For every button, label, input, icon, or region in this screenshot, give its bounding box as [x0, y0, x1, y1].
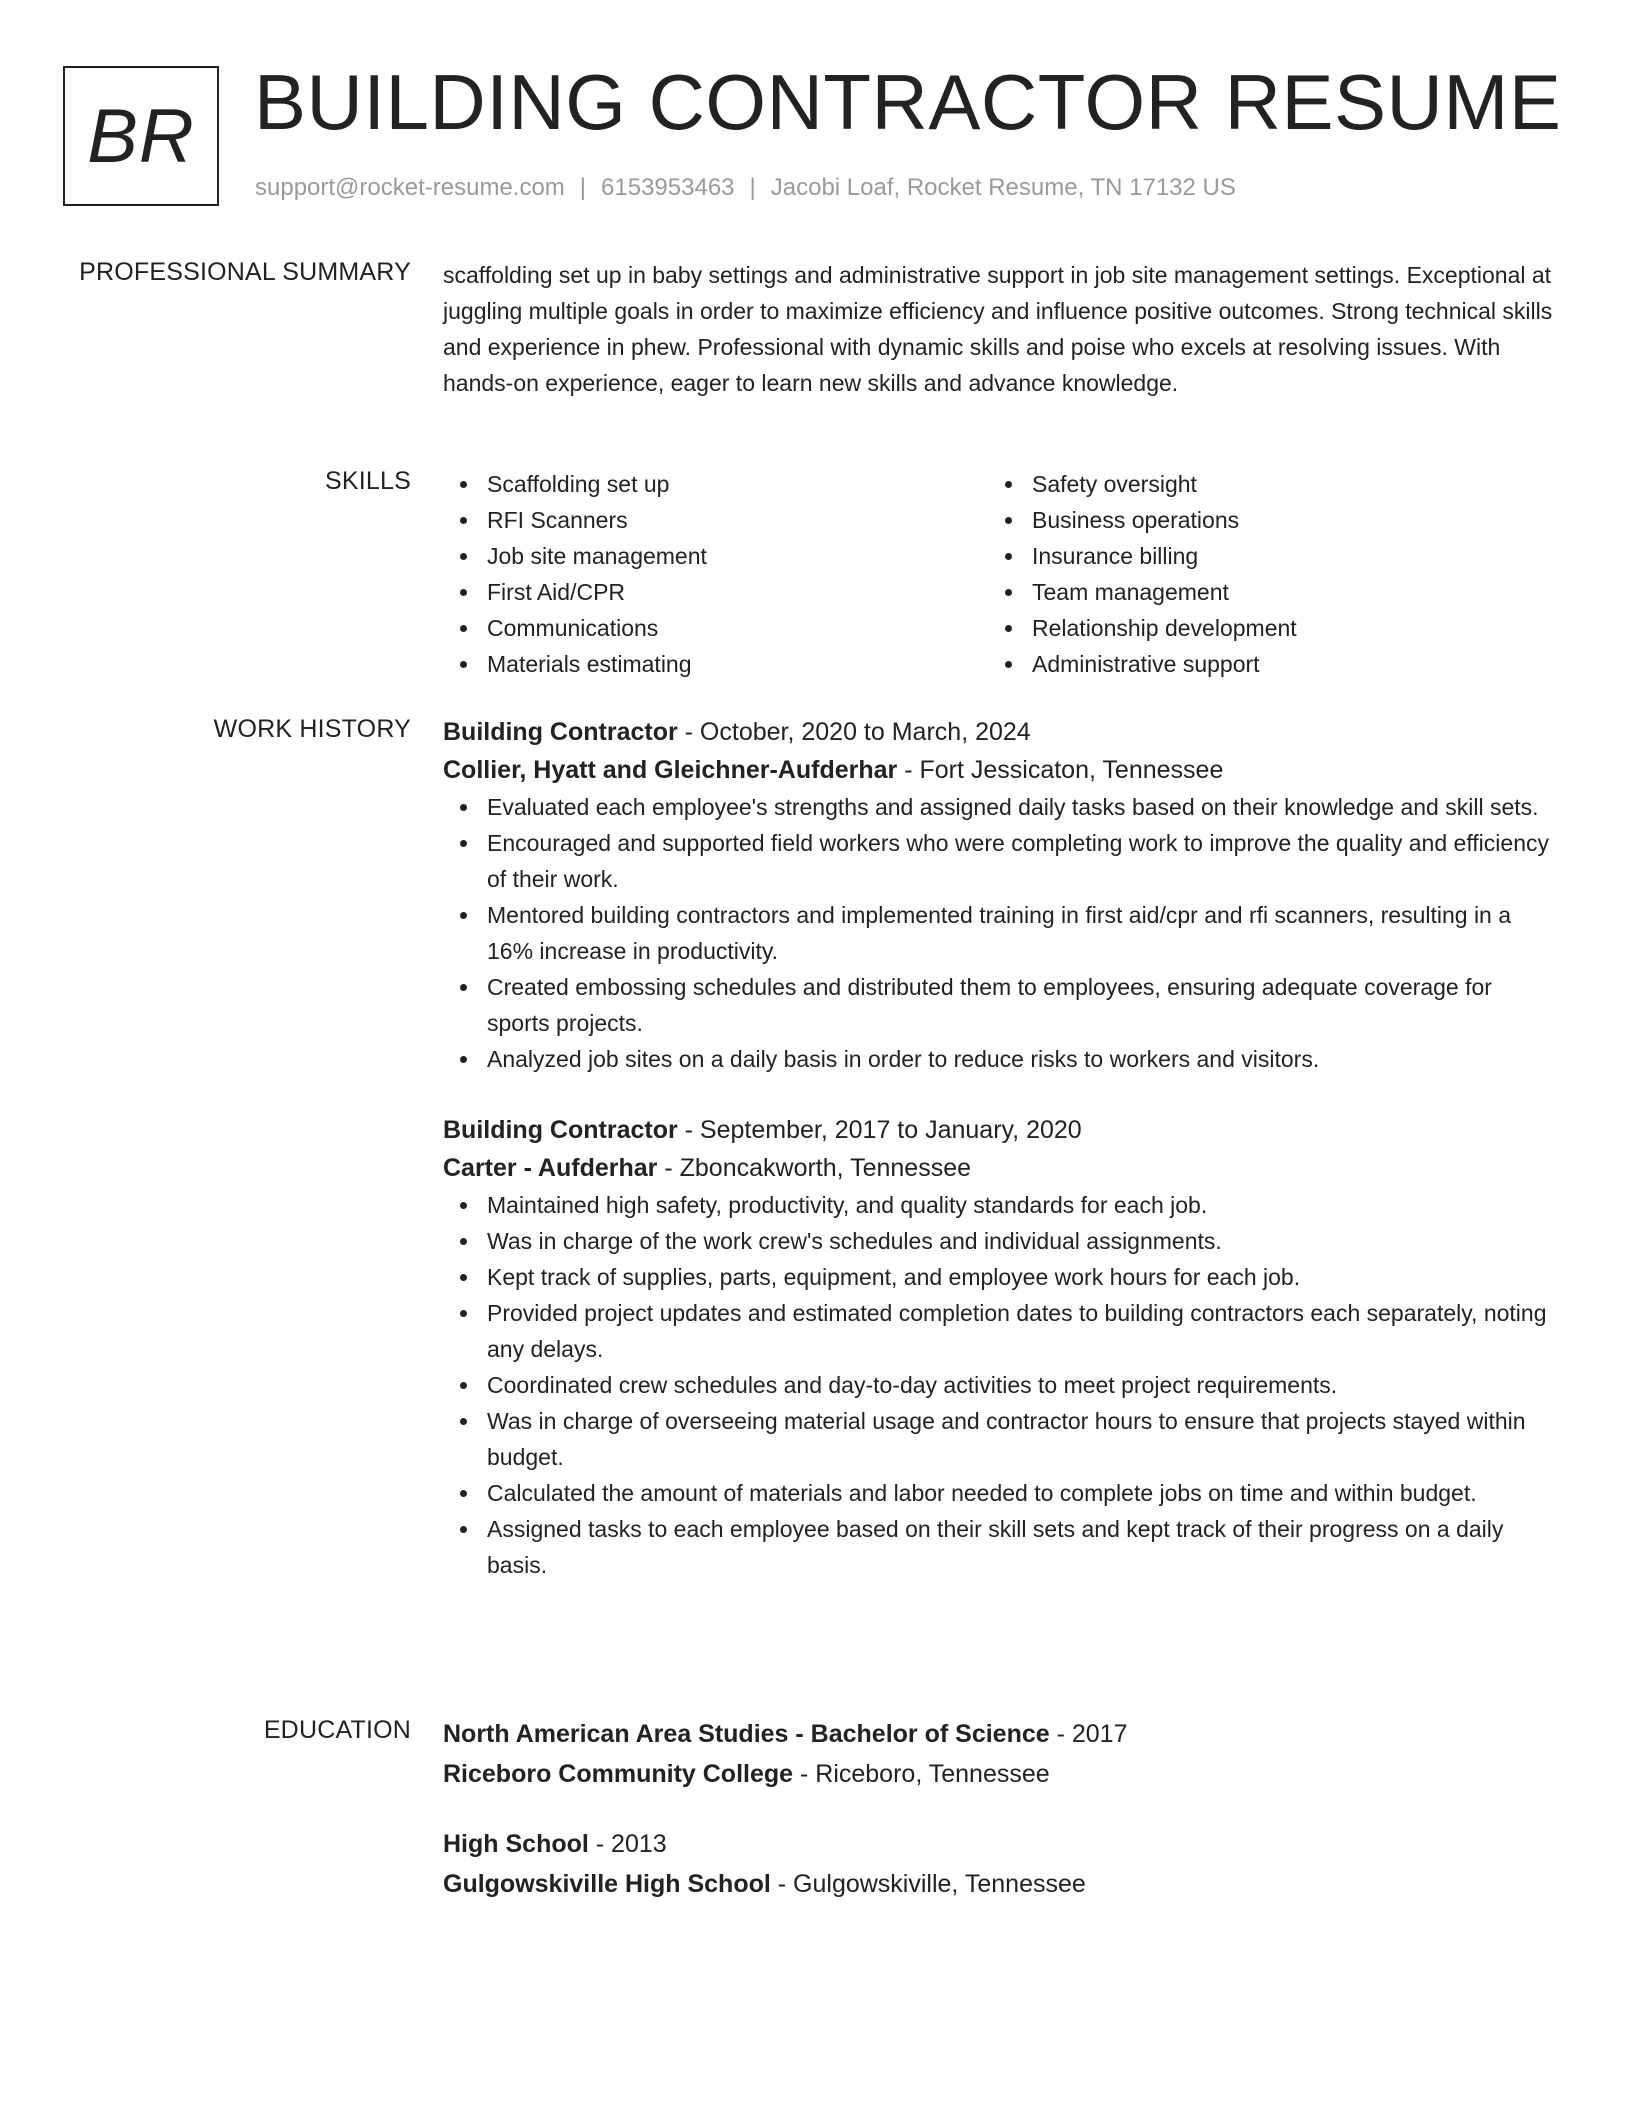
education-year: - 2017 — [1049, 1720, 1128, 1748]
contact-phone[interactable]: 6153953463 — [601, 174, 735, 201]
education-year: - 2013 — [588, 1830, 667, 1858]
education-heading: EDUCATION — [263, 1716, 411, 1744]
job-company-line — [443, 751, 1553, 789]
job-title: Building Contractor — [443, 1116, 678, 1144]
job-bullet: Mentored building contractors and implemented training in first aid/cpr and rfi scanners, resulting in a 16% increase in productivity. — [443, 897, 1553, 969]
job-bullet: Analyzed job sites on a daily basis in order to reduce risks to workers and visitors. — [443, 1041, 1553, 1077]
skill-item: Scaffolding set up — [443, 466, 988, 502]
job-bullet: Provided project updates and estimated completion dates to building contractors each separately, noting any delays. — [443, 1295, 1553, 1367]
job-bullet-list — [443, 1187, 1553, 1583]
job-title-line — [443, 713, 1553, 751]
education-entry — [443, 1714, 1553, 1794]
job-bullet: Evaluated each employee's strengths and assigned daily tasks based on their knowledge and skill sets. — [443, 789, 1553, 825]
summary-text: scaffolding set up in baby settings and administrative support in job site management settings. Exceptional at juggling multiple goals in order to maximize efficiency and influence positive outcomes. Strong technical skills and experience in phew. Professional with dynamic skills and poise who excels at resolving issues. With hands-on experience, eager to learn new skills and advance knowledge. — [443, 262, 1553, 396]
skill-item: Team management — [988, 574, 1533, 610]
skill-item: Relationship development — [988, 610, 1533, 646]
skill-item: Job site management — [443, 538, 988, 574]
skill-item: Safety oversight — [988, 466, 1533, 502]
job-dates: - September, 2017 to January, 2020 — [677, 1116, 1082, 1144]
education-school-line — [443, 1754, 1553, 1794]
education-degree: North American Area Studies - Bachelor of Science — [443, 1720, 1050, 1748]
job-bullet: Maintained high safety, productivity, and quality standards for each job. — [443, 1187, 1553, 1223]
contact-separator: | — [749, 174, 756, 201]
job-bullet: Assigned tasks to each employee based on their skill sets and kept track of their progress on a daily basis. — [443, 1511, 1553, 1583]
job-company: Carter - Aufderhar — [443, 1154, 658, 1182]
education-school-line — [443, 1864, 1553, 1904]
education-location: - Gulgowskiville, Tennessee — [770, 1870, 1086, 1898]
summary-heading: PROFESSIONAL SUMMARY — [79, 258, 411, 286]
skills-body — [443, 466, 1553, 682]
resume-title: BUILDING CONTRACTOR RESUME — [254, 58, 1562, 146]
skills-left-list — [443, 466, 988, 682]
education-entry — [443, 1824, 1553, 1904]
job-dates: - October, 2020 to March, 2024 — [677, 718, 1031, 746]
education-school: Riceboro Community College — [443, 1760, 794, 1788]
skill-item: RFI Scanners — [443, 502, 988, 538]
contact-line — [255, 174, 1236, 202]
skill-item: First Aid/CPR — [443, 574, 988, 610]
education-degree-line — [443, 1714, 1553, 1754]
job-location: - Fort Jessicaton, Tennessee — [897, 756, 1224, 784]
education-degree-line — [443, 1824, 1553, 1864]
skill-item: Business operations — [988, 502, 1533, 538]
job-bullet: Created embossing schedules and distributed them to employees, ensuring adequate coverage for sports projects. — [443, 969, 1553, 1041]
monogram-initials: BR — [87, 93, 195, 179]
job-location: - Zboncakworth, Tennessee — [657, 1154, 972, 1182]
job-bullet: Was in charge of overseeing material usage and contractor hours to ensure that projects stayed within budget. — [443, 1403, 1553, 1475]
contact-email[interactable]: support@rocket-resume.com — [255, 174, 565, 201]
contact-address: Jacobi Loaf, Rocket Resume, TN 17132 US — [770, 174, 1236, 201]
job-bullet-list — [443, 789, 1553, 1077]
job-title: Building Contractor — [443, 718, 678, 746]
job-bullet: Kept track of supplies, parts, equipment, and employee work hours for each job. — [443, 1259, 1553, 1295]
work-history-body — [443, 713, 1553, 1583]
work-history-heading: WORK HISTORY — [213, 715, 411, 743]
skill-item: Insurance billing — [988, 538, 1533, 574]
job-bullet: Calculated the amount of materials and labor needed to complete jobs on time and within budget. — [443, 1475, 1553, 1511]
job-company: Collier, Hyatt and Gleichner-Aufderhar — [443, 756, 898, 784]
skills-right-list — [988, 466, 1533, 682]
education-body — [443, 1714, 1553, 1904]
job-bullet: Encouraged and supported field workers who were completing work to improve the quality and efficiency of their work. — [443, 825, 1553, 897]
skill-item: Administrative support — [988, 646, 1533, 682]
job-title-line — [443, 1111, 1553, 1149]
job-bullet: Was in charge of the work crew's schedules and individual assignments. — [443, 1223, 1553, 1259]
job-company-line — [443, 1149, 1553, 1187]
skill-item: Communications — [443, 610, 988, 646]
education-location: - Riceboro, Tennessee — [793, 1760, 1050, 1788]
education-school: Gulgowskiville High School — [443, 1870, 771, 1898]
job-entry — [443, 1111, 1553, 1583]
job-entry — [443, 713, 1553, 1077]
job-bullet: Coordinated crew schedules and day-to-day activities to meet project requirements. — [443, 1367, 1553, 1403]
education-degree: High School — [443, 1830, 589, 1858]
skill-item: Materials estimating — [443, 646, 988, 682]
monogram-box — [63, 66, 219, 206]
skills-heading: SKILLS — [325, 467, 411, 495]
contact-separator: | — [579, 174, 587, 201]
